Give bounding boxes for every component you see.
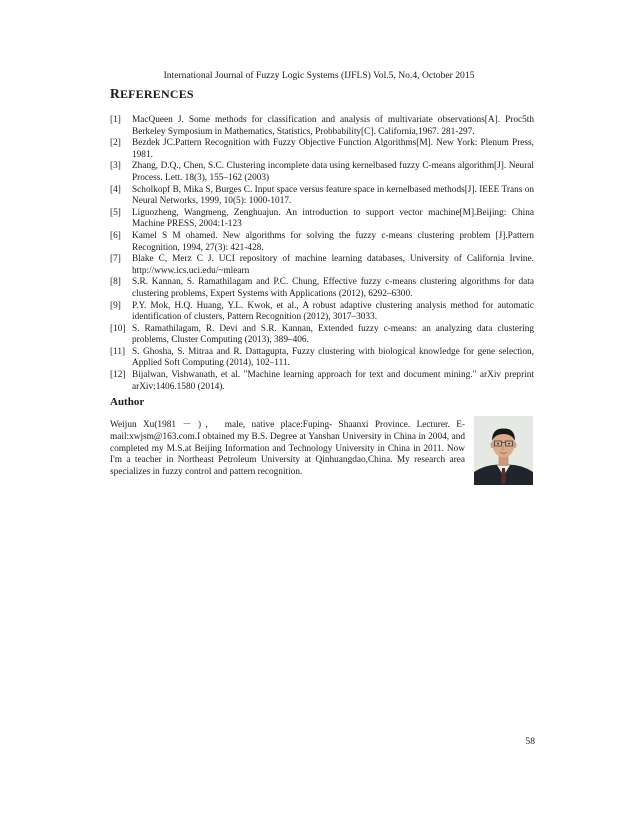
reference-item-2 — [110, 138, 534, 161]
references-heading-rest: EFERENCES — [119, 87, 194, 101]
reference-number: [4] — [110, 184, 121, 195]
reference-number: [5] — [110, 207, 121, 218]
reference-text: S.R. Kannan, S. Ramathilagam and P.C. Chung, Effective fuzzy c-means clustering algorithms for data clustering problems, Expert Systems with Applications (2012), 6292–6300. — [132, 277, 534, 299]
reference-number: [3] — [110, 161, 121, 172]
reference-item-10 — [110, 324, 534, 347]
author-bio: Weijun Xu(1981 － )， male, native place:Fuping- Shaanxi Province. Lecturer. E-mail:xwjsm@163.com.I obtained my B.S. Degree at Yanshan University in China in 2004, and completed my M.S.at Beijing Information and Technology University in China in 2011. Now I'm a teacher in Northeast Petroleum University at Qinhuangdao,China. My research area specializes in fuzzy control and pattern recognition. — [110, 420, 465, 478]
reference-text: Blake C, Merz C J. UCI repository of machine learning databases, University of California Irvine. http://www.ics.uci.edu/~mlearn — [132, 254, 534, 276]
reference-text: Bijalwan, Vishwanath, et al. "Machine learning approach for text and document mining." arXiv preprint arXiv:1406.1580 (2014). — [132, 370, 534, 392]
reference-item-5 — [110, 208, 534, 231]
author-portrait-image — [474, 416, 533, 485]
reference-list — [110, 115, 534, 393]
reference-item-3 — [110, 161, 534, 184]
reference-number: [6] — [110, 230, 121, 241]
reference-item-6 — [110, 231, 534, 254]
reference-text: MacQueen J. Some methods for classification and analysis of multivariate observations[A]. Proc5th Berkeley Symposium in Mathematics, Statistics, Probbability[C]. California,1967. 281-297. — [132, 115, 534, 137]
reference-number: [1] — [110, 115, 121, 125]
references-heading-initial: R — [110, 86, 120, 101]
reference-text: Scholkopf B, Mika S, Burges C. Input space versus feature space in kernelbased methods[J]. IEEE Trans on Neural Networks, 1999, 10(5): 1000-1017. — [132, 184, 534, 207]
reference-item-11 — [110, 347, 534, 370]
reference-item-9 — [110, 301, 534, 324]
reference-item-1 — [110, 115, 534, 138]
reference-text: Zhang, D.Q., Chen, S.C. Clustering incomplete data using kernelbased fuzzy C-means algorithm[J]. Neural Process. Lett. 18(3), 155–162 (2003) — [132, 161, 534, 183]
reference-number: [2] — [110, 138, 121, 149]
reference-item-8 — [110, 277, 534, 300]
author-photo — [474, 416, 533, 485]
reference-item-4 — [110, 185, 534, 208]
reference-number: [11] — [110, 346, 126, 357]
author-heading: Author — [110, 396, 145, 408]
reference-number: [7] — [110, 254, 121, 265]
page-number: 58 — [525, 736, 535, 747]
references-heading — [110, 86, 194, 102]
reference-item-12 — [110, 370, 534, 393]
reference-item-7 — [110, 254, 534, 277]
reference-number: [9] — [110, 300, 121, 311]
reference-number: [8] — [110, 277, 121, 288]
reference-text: S. Ghosha, S. Mitraa and R. Dattagupta, Fuzzy clustering with biological knowledge for gene selection, Applied Soft Computing (2014), 102–111. — [132, 346, 534, 369]
reference-number: [10] — [110, 323, 126, 334]
reference-text: Kamel S M ohamed. New algorithms for solving the fuzzy c-means clustering problem [J].Pattern Recognition, 1994, 27(3): 421-428. — [132, 230, 534, 253]
reference-text: S. Ramathilagam, R. Devi and S.R. Kannan, Extended fuzzy c-means: an analyzing data clustering problems, Cluster Computing (2013), 389–406. — [132, 323, 534, 346]
reference-text: Bezdek JC.Pattern Recognition with Fuzzy Objective Function Algorithms[M]. New York: Plenum Press, 1981. — [132, 138, 534, 160]
reference-text: Liguozheng, Wangmeng, Zenghuajun. An introduction to support vector machine[M].Beijing: China Machine PRESS, 2004:1-123 — [132, 207, 534, 230]
reference-number: [12] — [110, 370, 126, 381]
journal-header: International Journal of Fuzzy Logic Systems (IJFLS) Vol.5, No.4, October 2015 — [163, 70, 475, 81]
reference-text: P.Y. Mok, H.Q. Huang, Y.L. Kwok, et al., A robust adaptive clustering analysis method for automatic identification of clusters, Pattern Recognition (2012), 3017–3033. — [132, 300, 534, 323]
